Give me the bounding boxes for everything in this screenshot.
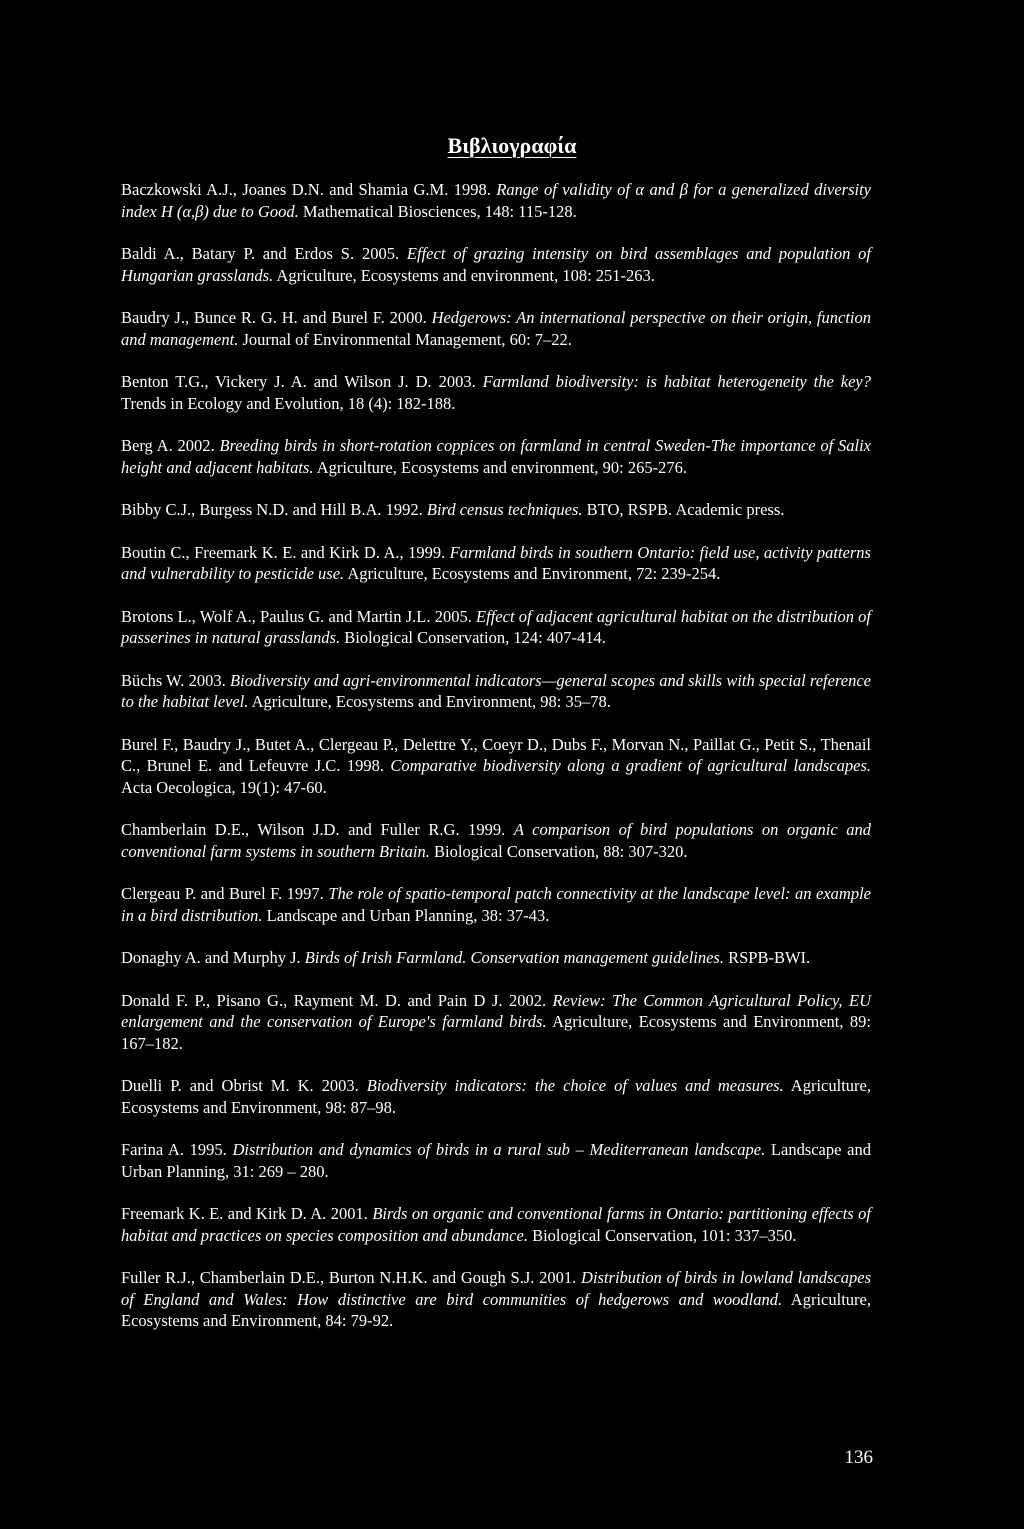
reference-title: The role of spatio-temporal patch connectivity at the landscape level: an example in a bird distribution. xyxy=(121,884,871,925)
reference-source: RSPB-BWI. xyxy=(723,948,811,967)
reference-item xyxy=(121,542,871,585)
reference-authors: Freemark K. E. and Kirk D. A. 2001. xyxy=(121,1204,373,1223)
reference-source: Mathematical Biosciences, 148: 115-128. xyxy=(298,201,577,221)
reference-title: Review: The Common Agricultural Policy, EU enlargement and the conservation of Europe's farmland birds. xyxy=(121,990,871,1031)
reference-source: Agriculture, Ecosystems and Environment, 98: 87–98. xyxy=(121,1076,871,1117)
reference-title: Distribution and dynamics of birds in a rural sub – Mediterranean landscape. xyxy=(232,1140,766,1159)
reference-authors: Fuller R.J., Chamberlain D.E., Burton N.H.K. and Gough S.J. 2001. xyxy=(121,1268,582,1287)
reference-authors: Donald F. P., Pisano G., Rayment M. D. and Pain D J. 2002. xyxy=(121,990,553,1010)
reference-title: Birds on organic and conventional farms in Ontario: partitioning effects of habitat and practices on species composition and abundance. xyxy=(121,1204,871,1245)
reference-item xyxy=(121,1075,871,1118)
reference-source: Agriculture, Ecosystems and Environment, 98: 35–78. xyxy=(248,692,611,711)
reference-source: Agriculture, Ecosystems and environment, 90: 265-276. xyxy=(313,457,687,477)
reference-title: Farmland biodiversity: is habitat heterogeneity the key? xyxy=(482,372,871,391)
reference-source: Landscape and Urban Planning, 31: 269 – 280. xyxy=(121,1140,871,1181)
reference-authors: Büchs W. 2003. xyxy=(121,670,230,690)
reference-item xyxy=(121,435,871,478)
reference-authors: Bibby C.J., Burgess N.D. and Hill B.A. 1992. xyxy=(121,500,427,519)
reference-item xyxy=(121,947,871,969)
reference-source: Agriculture, Ecosystems and Environment, 84: 79-92. xyxy=(121,1289,871,1330)
reference-item xyxy=(121,1203,871,1246)
reference-authors: Duelli P. and Obrist M. K. 2003. xyxy=(121,1076,367,1095)
reference-source: Acta Oecologica, 19(1): 47-60. xyxy=(121,777,327,797)
reference-title: Distribution of birds in lowland landscapes of England and Wales: How distinctive are bird communities of hedgerows and woodland. xyxy=(121,1268,871,1309)
reference-item xyxy=(121,371,871,414)
reference-item xyxy=(121,883,871,926)
reference-title: Effect of adjacent agricultural habitat on the distribution of passerines in natural grasslands. xyxy=(121,606,871,647)
page-number: 136 xyxy=(844,1447,873,1468)
reference-authors: Chamberlain D.E., Wilson J.D. and Fuller R.G. 1999. xyxy=(121,820,514,839)
reference-authors: Berg A. 2002. xyxy=(121,436,220,455)
reference-item xyxy=(121,734,871,799)
reference-authors: Benton T.G., Vickery J. A. and Wilson J. D. 2003. xyxy=(121,372,483,391)
reference-source: Biological Conservation, 101: 337–350. xyxy=(527,1225,797,1245)
reference-authors: Boutin C., Freemark K. E. and Kirk D. A., 1999. xyxy=(121,542,450,562)
reference-title: A comparison of bird populations on organic and conventional farm systems in southern Britain. xyxy=(121,820,871,861)
reference-item xyxy=(121,307,871,350)
page-title xyxy=(0,133,1024,159)
reference-authors: Baudry J., Bunce R. G. H. and Burel F. 2000. xyxy=(121,308,432,327)
reference-title: Range of validity of α and β for a generalized diversity index H (α,β) due to Good. xyxy=(121,180,871,221)
reference-source: Trends in Ecology and Evolution, 18 (4): 182-188. xyxy=(121,393,456,413)
reference-item xyxy=(121,499,871,521)
page-title-text: Βιβλιογραφία xyxy=(447,133,577,158)
reference-title: Effect of grazing intensity on bird assemblages and population of Hungarian grasslands. xyxy=(121,244,872,285)
reference-authors: Brotons L., Wolf A., Paulus G. and Martin J.L. 2005. xyxy=(121,606,477,626)
reference-title: Biodiversity indicators: the choice of values and measures. xyxy=(366,1076,784,1095)
reference-item xyxy=(121,990,871,1055)
reference-title: Breeding birds in short-rotation coppices on farmland in central Sweden-The importance of Salix height and adjacent habitats. xyxy=(121,436,871,477)
reference-item xyxy=(121,819,871,862)
reference-title: Biodiversity and agri-environmental indicators—general scopes and skills with special reference to the habitat level. xyxy=(121,670,871,711)
reference-source: BTO, RSPB. Academic press. xyxy=(582,500,785,519)
reference-authors: Donaghy A. and Murphy J. xyxy=(121,948,305,967)
reference-source: Agriculture, Ecosystems and environment, 108: 251-263. xyxy=(273,265,655,285)
reference-title: Birds of Irish Farmland. Conservation management guidelines. xyxy=(304,948,724,967)
reference-item xyxy=(121,606,871,649)
reference-title: Comparative biodiversity along a gradient of agricultural landscapes. xyxy=(390,756,871,775)
reference-item xyxy=(121,670,871,713)
reference-list xyxy=(121,179,871,1353)
reference-item xyxy=(121,1267,871,1332)
reference-source: Biological Conservation, 88: 307-320. xyxy=(429,841,688,861)
reference-item xyxy=(121,179,871,222)
reference-authors: Baldi A., Batary P. and Erdos S. 2005. xyxy=(121,244,407,263)
reference-title: Farmland birds in southern Ontario: field use, activity patterns and vulnerability to pesticide use. xyxy=(121,542,871,583)
reference-source: Biological Conservation, 124: 407-414. xyxy=(340,628,606,647)
reference-authors: Farina A. 1995. xyxy=(121,1140,233,1159)
reference-item xyxy=(121,243,871,286)
reference-source: Agriculture, Ecosystems and Environment, 89: 167–182. xyxy=(121,1012,871,1053)
reference-authors: Baczkowski A.J., Joanes D.N. and Shamia G.M. 1998. xyxy=(121,180,497,199)
reference-authors: Burel F., Baudry J., Butet A., Clergeau P., Delettre Y., Coeyr D., Dubs F., Morvan N., Paillat G., Petit S., Thenail C., Brunel E. and Lefeuvre J.C. 1998. xyxy=(121,734,871,775)
reference-source: Agriculture, Ecosystems and Environment, 72: 239-254. xyxy=(344,564,721,583)
reference-source: Landscape and Urban Planning, 38: 37-43. xyxy=(262,905,550,925)
reference-authors: Clergeau P. and Burel F. 1997. xyxy=(121,884,329,903)
reference-item xyxy=(121,1139,871,1182)
reference-title: Hedgerows: An international perspective on their origin, function and management. xyxy=(121,308,871,349)
reference-title: Bird census techniques. xyxy=(426,500,583,519)
reference-source: Journal of Environmental Management, 60: 7–22. xyxy=(238,329,572,349)
